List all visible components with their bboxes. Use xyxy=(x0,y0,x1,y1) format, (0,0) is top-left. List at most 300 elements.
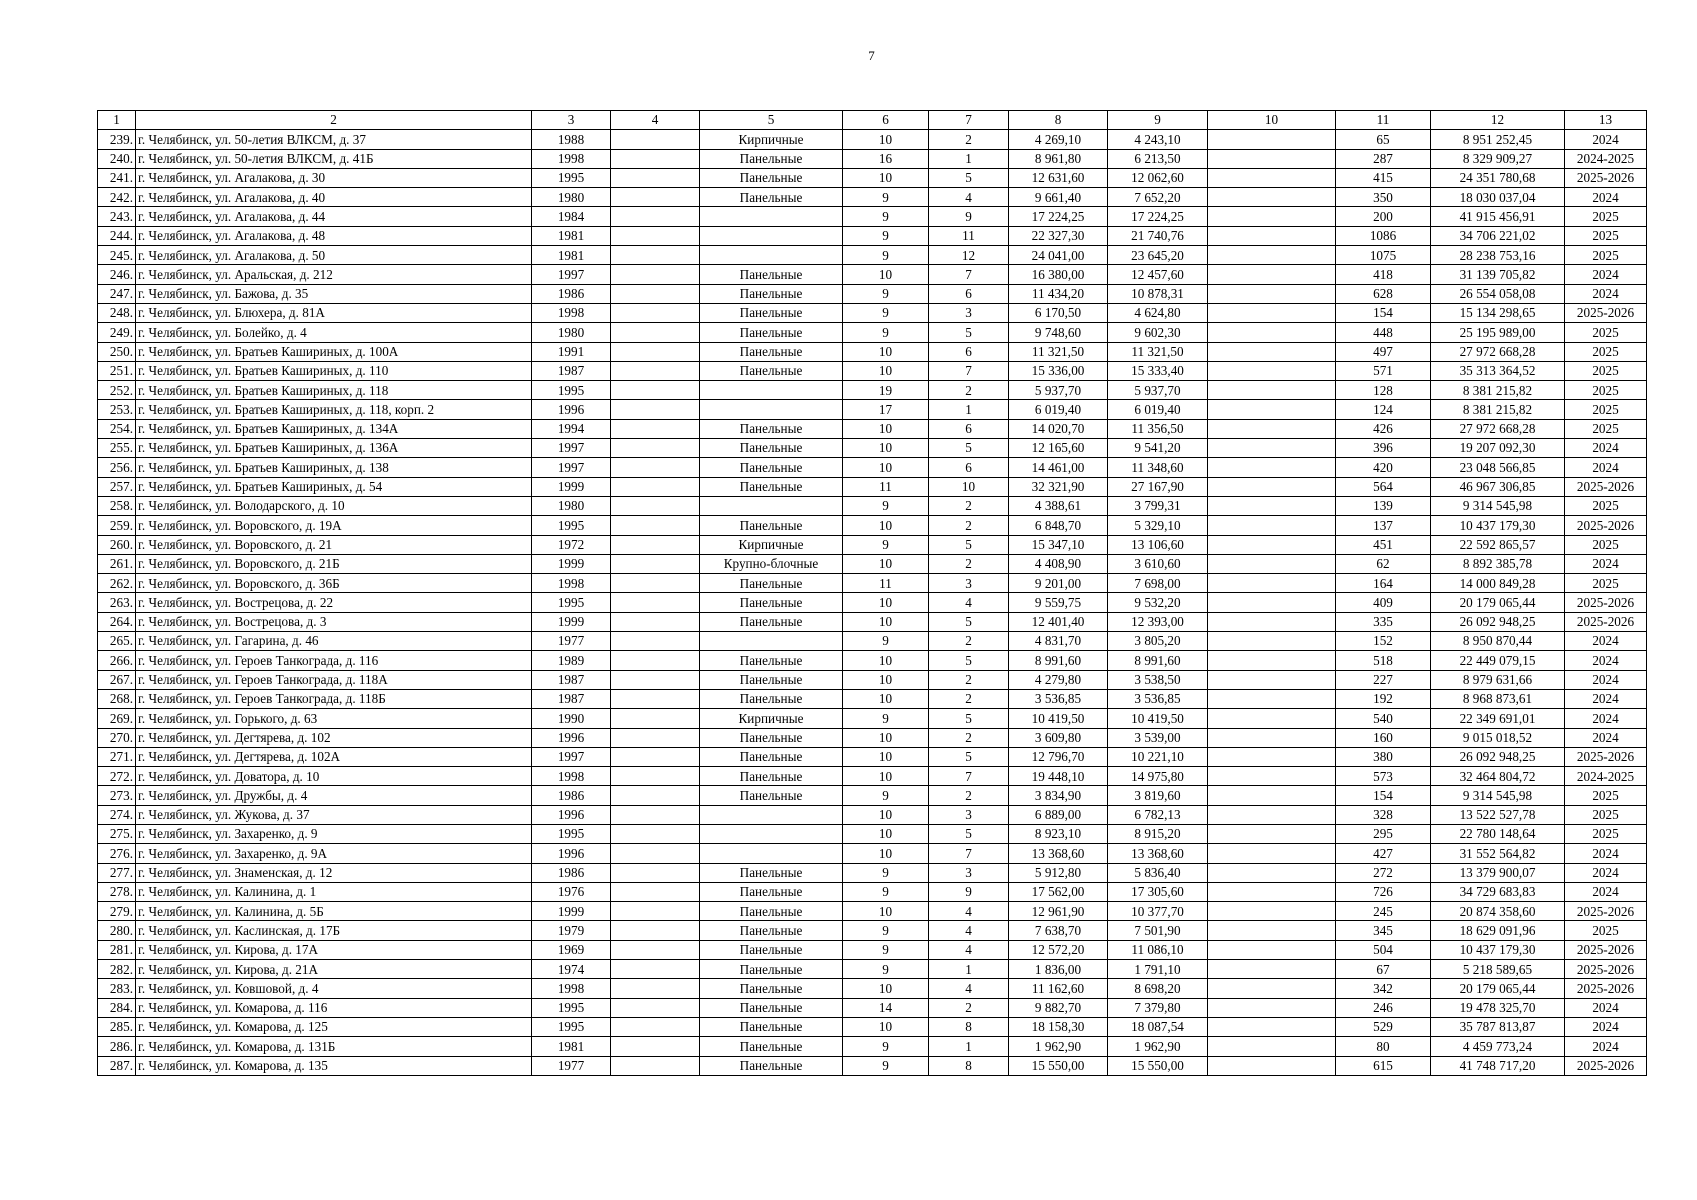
cell-living-area: 9 532,20 xyxy=(1108,593,1208,612)
table-row xyxy=(98,574,1647,593)
cell-total-area: 1 836,00 xyxy=(1009,960,1108,979)
cell-row-number: 269. xyxy=(98,709,136,728)
cell-col-4 xyxy=(611,439,700,458)
table-row xyxy=(98,960,1647,979)
cell-row-number: 274. xyxy=(98,805,136,824)
cell-floors: 10 xyxy=(843,1017,929,1036)
cell-living-area: 23 645,20 xyxy=(1108,246,1208,265)
cell-wall-material: Панельные xyxy=(700,998,843,1017)
cell-year-built: 1988 xyxy=(532,130,611,149)
cell-residents: 154 xyxy=(1336,786,1431,805)
cell-cost: 23 048 566,85 xyxy=(1431,458,1565,477)
cell-living-area: 7 652,20 xyxy=(1108,188,1208,207)
cell-col-10 xyxy=(1208,535,1336,554)
table-row xyxy=(98,767,1647,786)
cell-living-area: 12 393,00 xyxy=(1108,612,1208,631)
cell-year-built: 1977 xyxy=(532,1056,611,1075)
cell-living-area: 5 836,40 xyxy=(1108,863,1208,882)
cell-wall-material: Панельные xyxy=(700,882,843,901)
table-row xyxy=(98,265,1647,284)
cell-year-built: 1999 xyxy=(532,612,611,631)
cell-row-number: 255. xyxy=(98,439,136,458)
cell-col-10 xyxy=(1208,265,1336,284)
cell-period: 2025 xyxy=(1565,921,1647,940)
cell-residents: 571 xyxy=(1336,361,1431,380)
cell-col-4 xyxy=(611,651,700,670)
table-row xyxy=(98,323,1647,342)
cell-year-built: 1995 xyxy=(532,824,611,843)
cell-col-10 xyxy=(1208,303,1336,322)
table-row xyxy=(98,130,1647,149)
housing-table xyxy=(97,110,1647,1076)
cell-col-4 xyxy=(611,419,700,438)
cell-floors: 10 xyxy=(843,516,929,535)
cell-floors: 9 xyxy=(843,188,929,207)
cell-year-built: 1997 xyxy=(532,265,611,284)
cell-year-built: 1976 xyxy=(532,882,611,901)
cell-floors: 10 xyxy=(843,439,929,458)
cell-year-built: 1980 xyxy=(532,188,611,207)
cell-year-built: 1994 xyxy=(532,419,611,438)
cell-period: 2024 xyxy=(1565,632,1647,651)
table-row xyxy=(98,651,1647,670)
cell-cost: 27 972 668,28 xyxy=(1431,342,1565,361)
cell-address: г. Челябинск, ул. Дегтярева, д. 102 xyxy=(136,728,532,747)
cell-wall-material: Панельные xyxy=(700,786,843,805)
cell-total-area: 32 321,90 xyxy=(1009,477,1108,496)
cell-floors: 10 xyxy=(843,728,929,747)
cell-wall-material: Панельные xyxy=(700,593,843,612)
cell-period: 2024 xyxy=(1565,439,1647,458)
cell-total-area: 11 434,20 xyxy=(1009,284,1108,303)
cell-period: 2025 xyxy=(1565,574,1647,593)
cell-col-4 xyxy=(611,246,700,265)
cell-residents: 154 xyxy=(1336,303,1431,322)
cell-col-10 xyxy=(1208,960,1336,979)
cell-col-10 xyxy=(1208,863,1336,882)
cell-col-4 xyxy=(611,400,700,419)
cell-year-built: 1979 xyxy=(532,921,611,940)
cell-wall-material xyxy=(700,805,843,824)
header-row xyxy=(98,111,1647,130)
cell-entrances: 4 xyxy=(929,979,1009,998)
cell-period: 2024 xyxy=(1565,188,1647,207)
cell-col-10 xyxy=(1208,747,1336,766)
cell-cost: 18 629 091,96 xyxy=(1431,921,1565,940)
cell-living-area: 8 915,20 xyxy=(1108,824,1208,843)
cell-total-area: 19 448,10 xyxy=(1009,767,1108,786)
cell-entrances: 4 xyxy=(929,940,1009,959)
cell-period: 2024 xyxy=(1565,265,1647,284)
cell-residents: 335 xyxy=(1336,612,1431,631)
cell-wall-material: Панельные xyxy=(700,361,843,380)
cell-row-number: 239. xyxy=(98,130,136,149)
cell-year-built: 1995 xyxy=(532,1017,611,1036)
cell-total-area: 13 368,60 xyxy=(1009,844,1108,863)
cell-living-area: 7 501,90 xyxy=(1108,921,1208,940)
cell-cost: 10 437 179,30 xyxy=(1431,940,1565,959)
table-row xyxy=(98,670,1647,689)
cell-entrances: 3 xyxy=(929,805,1009,824)
column-header-residents: 11 xyxy=(1336,111,1431,130)
table-row xyxy=(98,207,1647,226)
cell-row-number: 252. xyxy=(98,381,136,400)
cell-total-area: 3 609,80 xyxy=(1009,728,1108,747)
cell-period: 2025 xyxy=(1565,246,1647,265)
cell-col-10 xyxy=(1208,439,1336,458)
cell-entrances: 6 xyxy=(929,458,1009,477)
cell-entrances: 9 xyxy=(929,207,1009,226)
cell-year-built: 1996 xyxy=(532,728,611,747)
cell-row-number: 285. xyxy=(98,1017,136,1036)
cell-col-4 xyxy=(611,342,700,361)
cell-residents: 1075 xyxy=(1336,246,1431,265)
cell-living-area: 18 087,54 xyxy=(1108,1017,1208,1036)
cell-residents: 246 xyxy=(1336,998,1431,1017)
cell-address: г. Челябинск, ул. Братьев Кашириных, д. 138 xyxy=(136,458,532,477)
cell-living-area: 15 333,40 xyxy=(1108,361,1208,380)
cell-residents: 628 xyxy=(1336,284,1431,303)
cell-col-4 xyxy=(611,632,700,651)
cell-total-area: 12 401,40 xyxy=(1009,612,1108,631)
cell-address: г. Челябинск, ул. Дегтярева, д. 102А xyxy=(136,747,532,766)
cell-col-4 xyxy=(611,709,700,728)
cell-living-area: 3 805,20 xyxy=(1108,632,1208,651)
cell-entrances: 3 xyxy=(929,303,1009,322)
cell-period: 2024 xyxy=(1565,882,1647,901)
cell-wall-material: Панельные xyxy=(700,458,843,477)
cell-living-area: 21 740,76 xyxy=(1108,226,1208,245)
cell-col-4 xyxy=(611,612,700,631)
cell-wall-material: Панельные xyxy=(700,168,843,187)
cell-floors: 10 xyxy=(843,168,929,187)
cell-floors: 10 xyxy=(843,458,929,477)
cell-residents: 65 xyxy=(1336,130,1431,149)
cell-living-area: 10 419,50 xyxy=(1108,709,1208,728)
cell-period: 2025 xyxy=(1565,381,1647,400)
cell-address: г. Челябинск, ул. Комарова, д. 131Б xyxy=(136,1037,532,1056)
cell-wall-material: Панельные xyxy=(700,516,843,535)
cell-col-4 xyxy=(611,130,700,149)
cell-col-10 xyxy=(1208,651,1336,670)
cell-living-area: 6 782,13 xyxy=(1108,805,1208,824)
cell-entrances: 2 xyxy=(929,728,1009,747)
cell-wall-material: Панельные xyxy=(700,747,843,766)
cell-address: г. Челябинск, ул. Каслинская, д. 17Б xyxy=(136,921,532,940)
cell-total-area: 9 201,00 xyxy=(1009,574,1108,593)
cell-address: г. Челябинск, ул. Ковшовой, д. 4 xyxy=(136,979,532,998)
cell-col-4 xyxy=(611,303,700,322)
cell-living-area: 3 539,00 xyxy=(1108,728,1208,747)
cell-cost: 8 329 909,27 xyxy=(1431,149,1565,168)
cell-total-area: 15 550,00 xyxy=(1009,1056,1108,1075)
cell-wall-material xyxy=(700,207,843,226)
cell-wall-material: Панельные xyxy=(700,940,843,959)
cell-residents: 418 xyxy=(1336,265,1431,284)
cell-row-number: 268. xyxy=(98,689,136,708)
cell-residents: 62 xyxy=(1336,554,1431,573)
cell-residents: 164 xyxy=(1336,574,1431,593)
cell-floors: 9 xyxy=(843,323,929,342)
cell-residents: 427 xyxy=(1336,844,1431,863)
cell-year-built: 1996 xyxy=(532,844,611,863)
cell-row-number: 248. xyxy=(98,303,136,322)
cell-floors: 9 xyxy=(843,1037,929,1056)
cell-living-area: 11 321,50 xyxy=(1108,342,1208,361)
cell-col-4 xyxy=(611,361,700,380)
cell-living-area: 6 019,40 xyxy=(1108,400,1208,419)
cell-cost: 8 381 215,82 xyxy=(1431,400,1565,419)
cell-entrances: 2 xyxy=(929,689,1009,708)
cell-residents: 139 xyxy=(1336,496,1431,515)
cell-row-number: 280. xyxy=(98,921,136,940)
cell-year-built: 1999 xyxy=(532,554,611,573)
cell-cost: 20 874 358,60 xyxy=(1431,902,1565,921)
cell-living-area: 8 991,60 xyxy=(1108,651,1208,670)
table-row xyxy=(98,168,1647,187)
cell-address: г. Челябинск, ул. Комарова, д. 135 xyxy=(136,1056,532,1075)
cell-floors: 10 xyxy=(843,612,929,631)
cell-total-area: 12 796,70 xyxy=(1009,747,1108,766)
cell-period: 2025 xyxy=(1565,226,1647,245)
cell-col-10 xyxy=(1208,824,1336,843)
cell-floors: 9 xyxy=(843,960,929,979)
cell-total-area: 8 923,10 xyxy=(1009,824,1108,843)
cell-col-4 xyxy=(611,207,700,226)
cell-total-area: 4 388,61 xyxy=(1009,496,1108,515)
cell-floors: 9 xyxy=(843,863,929,882)
cell-entrances: 2 xyxy=(929,496,1009,515)
cell-cost: 20 179 065,44 xyxy=(1431,593,1565,612)
cell-wall-material: Панельные xyxy=(700,921,843,940)
cell-cost: 28 238 753,16 xyxy=(1431,246,1565,265)
cell-wall-material: Панельные xyxy=(700,767,843,786)
cell-address: г. Челябинск, ул. Героев Танкограда, д. 116 xyxy=(136,651,532,670)
cell-col-4 xyxy=(611,593,700,612)
table-row xyxy=(98,747,1647,766)
cell-period: 2025-2026 xyxy=(1565,168,1647,187)
cell-cost: 26 092 948,25 xyxy=(1431,747,1565,766)
cell-year-built: 1981 xyxy=(532,1037,611,1056)
cell-entrances: 7 xyxy=(929,361,1009,380)
column-header-entrances: 7 xyxy=(929,111,1009,130)
cell-total-area: 18 158,30 xyxy=(1009,1017,1108,1036)
cell-entrances: 1 xyxy=(929,400,1009,419)
cell-entrances: 5 xyxy=(929,535,1009,554)
cell-wall-material: Панельные xyxy=(700,574,843,593)
cell-cost: 13 379 900,07 xyxy=(1431,863,1565,882)
cell-address: г. Челябинск, ул. Кирова, д. 21А xyxy=(136,960,532,979)
cell-entrances: 1 xyxy=(929,1037,1009,1056)
cell-address: г. Челябинск, ул. Агалакова, д. 48 xyxy=(136,226,532,245)
cell-total-area: 9 748,60 xyxy=(1009,323,1108,342)
cell-address: г. Челябинск, ул. Братьев Кашириных, д. 54 xyxy=(136,477,532,496)
cell-living-area: 3 538,50 xyxy=(1108,670,1208,689)
cell-total-area: 22 327,30 xyxy=(1009,226,1108,245)
cell-col-4 xyxy=(611,882,700,901)
cell-col-4 xyxy=(611,670,700,689)
cell-address: г. Челябинск, ул. Братьев Кашириных, д. 134А xyxy=(136,419,532,438)
cell-total-area: 8 961,80 xyxy=(1009,149,1108,168)
cell-col-10 xyxy=(1208,188,1336,207)
cell-year-built: 1986 xyxy=(532,863,611,882)
column-header-cost: 12 xyxy=(1431,111,1565,130)
cell-total-area: 6 889,00 xyxy=(1009,805,1108,824)
cell-address: г. Челябинск, ул. Братьев Кашириных, д. 118 xyxy=(136,381,532,400)
cell-wall-material: Крупно-блочные xyxy=(700,554,843,573)
cell-row-number: 275. xyxy=(98,824,136,843)
cell-wall-material: Панельные xyxy=(700,188,843,207)
cell-total-area: 14 461,00 xyxy=(1009,458,1108,477)
cell-row-number: 245. xyxy=(98,246,136,265)
cell-row-number: 260. xyxy=(98,535,136,554)
cell-address: г. Челябинск, ул. Гагарина, д. 46 xyxy=(136,632,532,651)
cell-col-4 xyxy=(611,168,700,187)
cell-col-4 xyxy=(611,1056,700,1075)
cell-row-number: 262. xyxy=(98,574,136,593)
cell-wall-material: Панельные xyxy=(700,419,843,438)
cell-col-4 xyxy=(611,767,700,786)
cell-living-area: 10 377,70 xyxy=(1108,902,1208,921)
page-number: 7 xyxy=(868,48,875,63)
cell-col-10 xyxy=(1208,284,1336,303)
cell-address: г. Челябинск, ул. Володарского, д. 10 xyxy=(136,496,532,515)
cell-entrances: 5 xyxy=(929,323,1009,342)
cell-wall-material: Кирпичные xyxy=(700,535,843,554)
cell-col-10 xyxy=(1208,168,1336,187)
cell-wall-material: Панельные xyxy=(700,265,843,284)
cell-cost: 46 967 306,85 xyxy=(1431,477,1565,496)
cell-wall-material xyxy=(700,844,843,863)
cell-address: г. Челябинск, ул. Героев Танкограда, д. 118А xyxy=(136,670,532,689)
cell-entrances: 5 xyxy=(929,824,1009,843)
cell-wall-material: Панельные xyxy=(700,979,843,998)
cell-year-built: 1998 xyxy=(532,574,611,593)
cell-cost: 25 195 989,00 xyxy=(1431,323,1565,342)
cell-entrances: 10 xyxy=(929,477,1009,496)
cell-living-area: 13 106,60 xyxy=(1108,535,1208,554)
cell-address: г. Челябинск, ул. Горького, д. 63 xyxy=(136,709,532,728)
cell-floors: 9 xyxy=(843,882,929,901)
cell-floors: 10 xyxy=(843,824,929,843)
cell-cost: 5 218 589,65 xyxy=(1431,960,1565,979)
cell-wall-material xyxy=(700,496,843,515)
cell-total-area: 10 419,50 xyxy=(1009,709,1108,728)
cell-entrances: 2 xyxy=(929,130,1009,149)
cell-col-4 xyxy=(611,824,700,843)
cell-col-4 xyxy=(611,728,700,747)
cell-cost: 31 552 564,82 xyxy=(1431,844,1565,863)
cell-year-built: 1995 xyxy=(532,998,611,1017)
table-row xyxy=(98,786,1647,805)
cell-col-10 xyxy=(1208,516,1336,535)
cell-living-area: 11 348,60 xyxy=(1108,458,1208,477)
cell-col-4 xyxy=(611,979,700,998)
cell-entrances: 1 xyxy=(929,960,1009,979)
cell-cost: 34 729 683,83 xyxy=(1431,882,1565,901)
cell-floors: 10 xyxy=(843,265,929,284)
cell-entrances: 6 xyxy=(929,284,1009,303)
cell-period: 2025 xyxy=(1565,400,1647,419)
cell-period: 2024-2025 xyxy=(1565,767,1647,786)
cell-period: 2025-2026 xyxy=(1565,979,1647,998)
cell-living-area: 9 602,30 xyxy=(1108,323,1208,342)
cell-col-10 xyxy=(1208,323,1336,342)
cell-wall-material: Панельные xyxy=(700,477,843,496)
cell-period: 2025-2026 xyxy=(1565,516,1647,535)
cell-total-area: 4 269,10 xyxy=(1009,130,1108,149)
cell-row-number: 256. xyxy=(98,458,136,477)
cell-row-number: 264. xyxy=(98,612,136,631)
cell-cost: 22 449 079,15 xyxy=(1431,651,1565,670)
cell-total-area: 12 572,20 xyxy=(1009,940,1108,959)
cell-residents: 295 xyxy=(1336,824,1431,843)
cell-floors: 10 xyxy=(843,651,929,670)
cell-floors: 9 xyxy=(843,940,929,959)
table-row xyxy=(98,940,1647,959)
cell-cost: 41 915 456,91 xyxy=(1431,207,1565,226)
cell-col-4 xyxy=(611,1037,700,1056)
cell-total-area: 17 562,00 xyxy=(1009,882,1108,901)
column-header-year-built: 3 xyxy=(532,111,611,130)
cell-col-10 xyxy=(1208,1017,1336,1036)
cell-residents: 67 xyxy=(1336,960,1431,979)
cell-living-area: 3 819,60 xyxy=(1108,786,1208,805)
cell-year-built: 1987 xyxy=(532,689,611,708)
cell-floors: 9 xyxy=(843,535,929,554)
cell-wall-material: Панельные xyxy=(700,439,843,458)
cell-floors: 9 xyxy=(843,284,929,303)
cell-period: 2024 xyxy=(1565,458,1647,477)
cell-year-built: 1974 xyxy=(532,960,611,979)
cell-address: г. Челябинск, ул. Кирова, д. 17А xyxy=(136,940,532,959)
cell-col-10 xyxy=(1208,767,1336,786)
cell-residents: 409 xyxy=(1336,593,1431,612)
cell-period: 2025 xyxy=(1565,207,1647,226)
cell-row-number: 283. xyxy=(98,979,136,998)
cell-col-10 xyxy=(1208,593,1336,612)
cell-col-4 xyxy=(611,516,700,535)
cell-cost: 4 459 773,24 xyxy=(1431,1037,1565,1056)
cell-entrances: 2 xyxy=(929,516,1009,535)
cell-address: г. Челябинск, ул. Аральская, д. 212 xyxy=(136,265,532,284)
cell-total-area: 9 661,40 xyxy=(1009,188,1108,207)
table-row xyxy=(98,246,1647,265)
cell-col-10 xyxy=(1208,805,1336,824)
cell-living-area: 10 221,10 xyxy=(1108,747,1208,766)
cell-col-10 xyxy=(1208,458,1336,477)
cell-wall-material: Панельные xyxy=(700,728,843,747)
table-row xyxy=(98,863,1647,882)
cell-residents: 137 xyxy=(1336,516,1431,535)
cell-period: 2024 xyxy=(1565,130,1647,149)
cell-col-4 xyxy=(611,960,700,979)
cell-cost: 26 092 948,25 xyxy=(1431,612,1565,631)
cell-total-area: 16 380,00 xyxy=(1009,265,1108,284)
cell-period: 2025-2026 xyxy=(1565,960,1647,979)
cell-address: г. Челябинск, ул. Братьев Кашириных, д. 110 xyxy=(136,361,532,380)
cell-total-area: 3 536,85 xyxy=(1009,689,1108,708)
cell-floors: 9 xyxy=(843,303,929,322)
cell-col-4 xyxy=(611,477,700,496)
cell-total-area: 5 937,70 xyxy=(1009,381,1108,400)
cell-period: 2025-2026 xyxy=(1565,593,1647,612)
cell-cost: 10 437 179,30 xyxy=(1431,516,1565,535)
cell-wall-material: Панельные xyxy=(700,863,843,882)
cell-period: 2025-2026 xyxy=(1565,940,1647,959)
cell-floors: 9 xyxy=(843,226,929,245)
cell-floors: 10 xyxy=(843,130,929,149)
